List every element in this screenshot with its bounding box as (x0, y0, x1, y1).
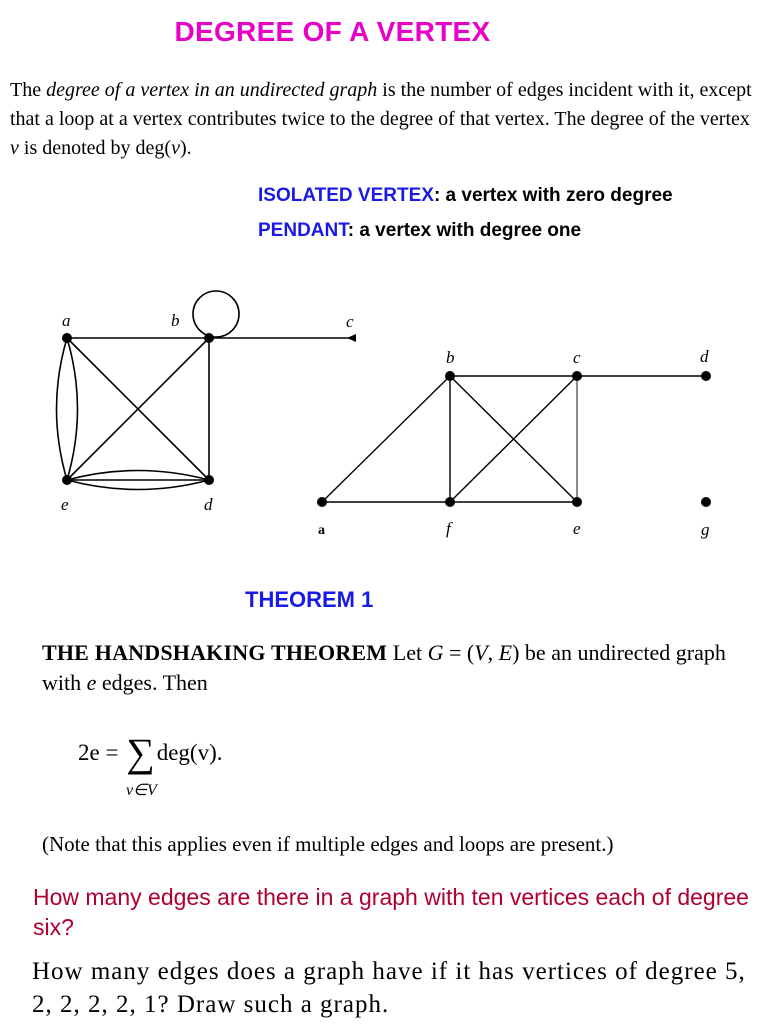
theorem-italic: E (498, 640, 513, 665)
vertex-label-b: b (171, 311, 180, 330)
vertex-label-a: a (62, 311, 71, 330)
definition-italic: v (10, 137, 19, 159)
theorem-italic: e (86, 670, 97, 695)
definition-text: The (10, 79, 47, 101)
loop-b (193, 291, 239, 337)
formula-rhs: deg(v). (156, 740, 223, 765)
sum-symbol: ∑ (126, 730, 155, 775)
vertex-label-d: d (700, 347, 709, 366)
vertex-d (701, 371, 711, 381)
edge-e-d-3 (67, 480, 209, 490)
theorem-italic: V (474, 640, 488, 665)
vertex-label-a: a (318, 523, 325, 538)
vertex-f (445, 497, 455, 507)
page-title: DEGREE OF A VERTEX (174, 16, 491, 47)
vertex-e (62, 475, 72, 485)
vertex-a (62, 333, 72, 343)
theorem-italic: G (427, 640, 444, 665)
vertex-label-c: c (346, 312, 354, 331)
handshaking-formula (78, 730, 223, 775)
vertex-c (347, 334, 356, 342)
theorem-text: , (487, 640, 499, 665)
vertex-label-e: e (573, 519, 581, 538)
vertex-b (445, 371, 455, 381)
theorem-text: edges. Then (96, 670, 208, 695)
term-definition: : a vertex with degree one (347, 220, 582, 241)
formula-subscript: v∈V (126, 782, 157, 799)
edge-a-e-2 (67, 338, 78, 480)
term-label: PENDANT (258, 220, 348, 241)
definition-text: ). (179, 137, 192, 159)
definition-text: is the number of edges incident with it, except that a loop at a vertex contributes twice to the degree of that vertex. The degree of the vertex (10, 79, 752, 130)
theorem-text: Let (387, 640, 428, 665)
vertex-label-b: b (446, 348, 455, 367)
edge-a-e-1 (57, 338, 68, 480)
question-one: How many edges are there in a graph with ten vertices each of degree six? (33, 884, 749, 940)
vertex-label-g: g (701, 520, 710, 539)
edge-a-b (322, 376, 450, 502)
edge-e-d-1 (67, 471, 209, 481)
theorem-note: (Note that this applies even if multiple edges and loops are present.) (42, 832, 614, 856)
vertex-c (572, 371, 582, 381)
theorem-name: THE HANDSHAKING THEOREM (42, 640, 388, 665)
theorem-text: = ( (443, 640, 475, 665)
vertex-a (317, 497, 327, 507)
formula-lhs: 2e = (78, 740, 125, 765)
theorem-text: ) be an undirected graph with (42, 640, 726, 695)
vertex-label-c: c (573, 348, 581, 367)
vertex-e (572, 497, 582, 507)
handshaking-theorem-statement (42, 638, 762, 698)
term-label: ISOLATED VERTEX (258, 185, 434, 206)
vertex-label-d: d (204, 495, 213, 514)
vertex-label-f: f (446, 519, 451, 538)
vertex-g (701, 497, 711, 507)
definition-text: is denoted by deg( (18, 137, 172, 159)
definition-italic: v (171, 137, 180, 159)
vertex-b (204, 333, 214, 343)
definition-italic: degree of a vertex in an undirected graph (46, 79, 378, 101)
term-definition: : a vertex with zero degree (433, 185, 673, 206)
vertex-d (204, 475, 214, 485)
question-two: How many edges does a graph have if it has vertices of degree 5, 2, 2, 2, 2, 1? Draw such a graph. (32, 958, 746, 1018)
vertex-label-e: e (61, 495, 69, 514)
theorem-number: THEOREM 1 (245, 587, 374, 612)
graph-h (322, 376, 706, 502)
